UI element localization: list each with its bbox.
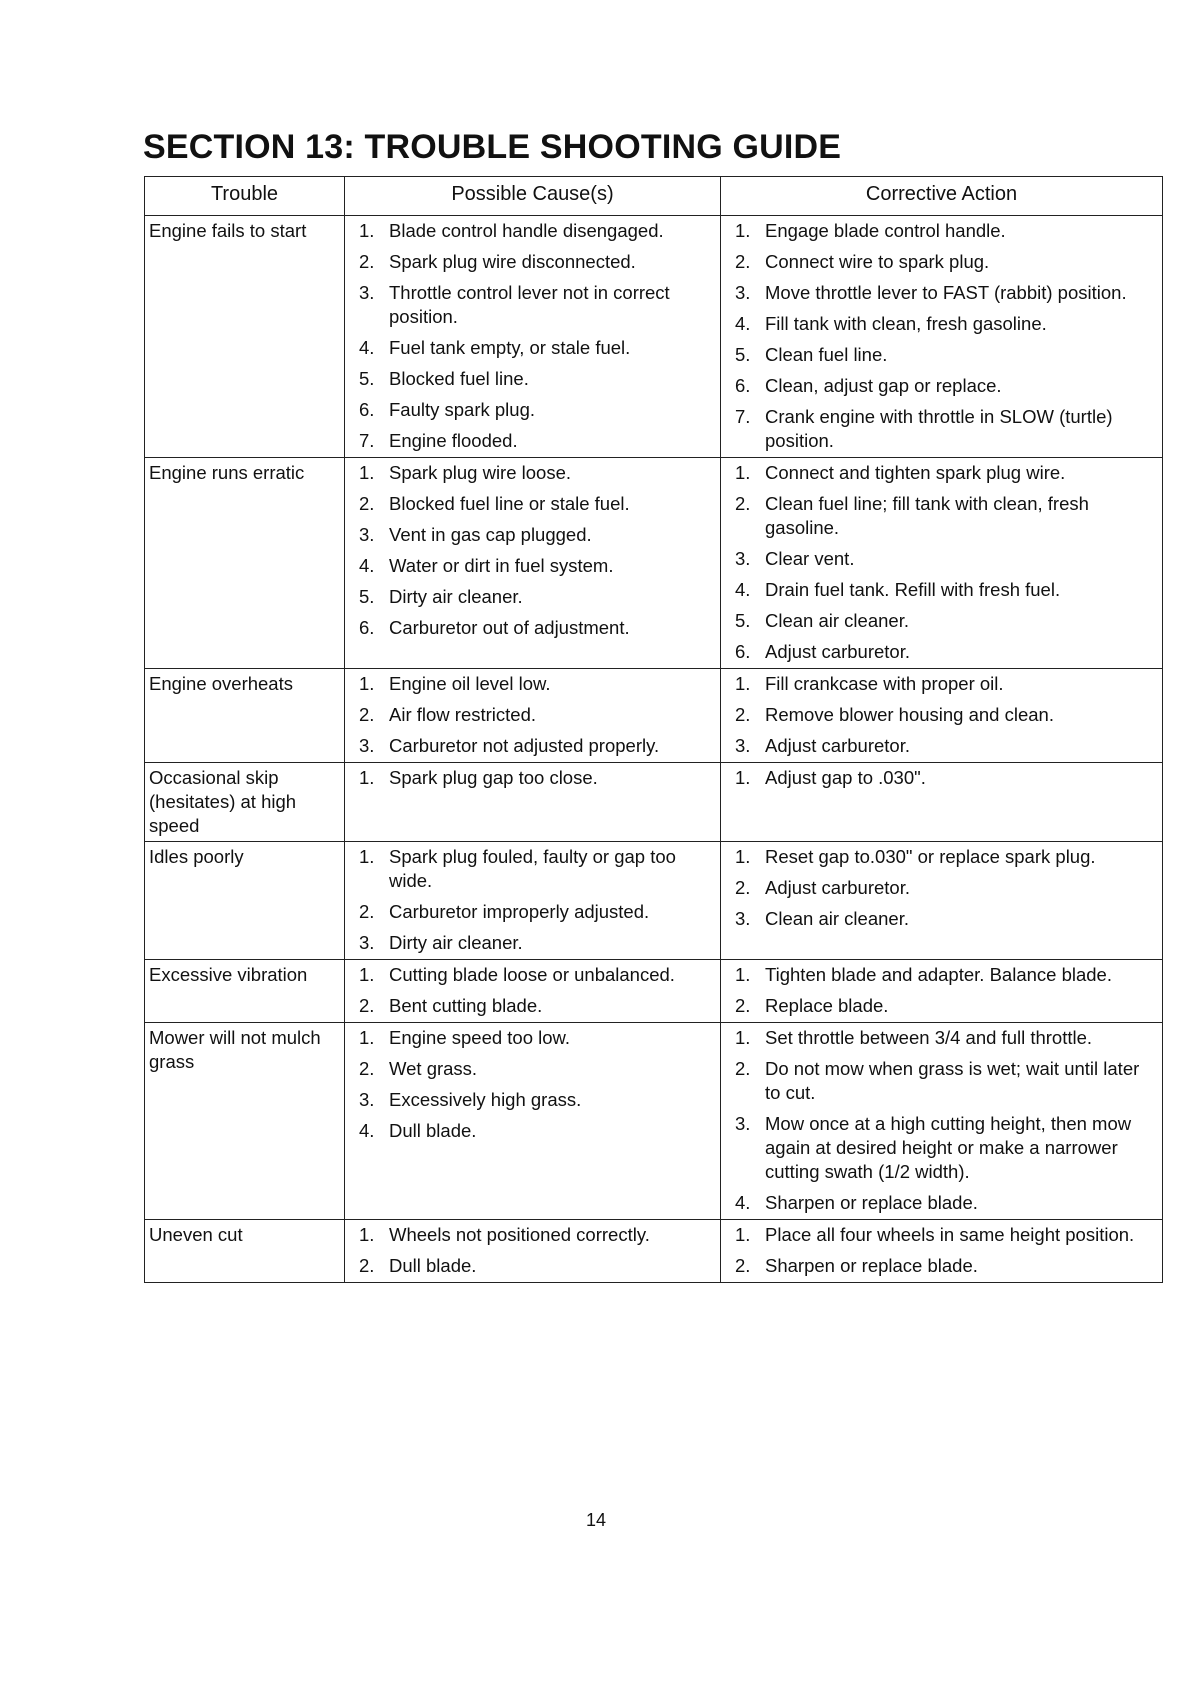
header-corrective-action: Corrective Action [721, 177, 1163, 216]
item-number: 6. [359, 399, 375, 420]
causes-cell [345, 1023, 721, 1220]
list-item [359, 250, 714, 274]
trouble-cell: Excessive vibration [145, 960, 345, 1023]
causes-cell [345, 842, 721, 960]
causes-list [359, 672, 714, 758]
trouble-cell: Engine runs erratic [145, 458, 345, 669]
trouble-cell: Mower will not mulch grass [145, 1023, 345, 1220]
list-item [735, 1112, 1156, 1184]
actions-cell [721, 960, 1163, 1023]
actions-list [735, 766, 1156, 790]
list-item [359, 1254, 714, 1278]
list-item [359, 429, 714, 453]
list-item [735, 640, 1156, 664]
causes-cell [345, 960, 721, 1023]
item-text: Vent in gas cap plugged. [389, 524, 592, 545]
item-number: 4. [359, 555, 375, 576]
actions-list [735, 672, 1156, 758]
item-text: Clean fuel line. [765, 344, 888, 365]
item-text: Dirty air cleaner. [389, 932, 523, 953]
list-item [359, 461, 714, 485]
item-number: 3. [359, 282, 375, 303]
trouble-cell: Idles poorly [145, 842, 345, 960]
list-item [359, 367, 714, 391]
list-item [735, 405, 1156, 453]
item-number: 3. [735, 282, 751, 303]
item-text: Carburetor out of adjustment. [389, 617, 630, 638]
item-text: Bent cutting blade. [389, 995, 543, 1016]
trouble-cell: Engine overheats [145, 669, 345, 763]
item-text: Spark plug gap too close. [389, 767, 598, 788]
item-number: 6. [359, 617, 375, 638]
item-number: 2. [359, 1058, 375, 1079]
list-item [359, 398, 714, 422]
list-item [735, 703, 1156, 727]
actions-cell [721, 842, 1163, 960]
list-item [735, 547, 1156, 571]
table-row [145, 842, 1163, 960]
causes-list [359, 845, 714, 955]
causes-cell [345, 763, 721, 842]
item-text: Adjust carburetor. [765, 641, 910, 662]
causes-list [359, 1026, 714, 1143]
item-number: 2. [735, 704, 751, 725]
actions-cell [721, 458, 1163, 669]
item-number: 4. [735, 313, 751, 334]
list-item [359, 492, 714, 516]
item-text: Blocked fuel line or stale fuel. [389, 493, 630, 514]
causes-list [359, 461, 714, 640]
actions-cell [721, 216, 1163, 458]
item-text: Spark plug wire disconnected. [389, 251, 636, 272]
list-item [359, 281, 714, 329]
item-text: Sharpen or replace blade. [765, 1255, 978, 1276]
item-text: Clean fuel line; fill tank with clean, fresh gasoline. [765, 493, 1089, 538]
item-text: Drain fuel tank. Refill with fresh fuel. [765, 579, 1061, 600]
list-item [735, 1191, 1156, 1215]
item-text: Air flow restricted. [389, 704, 537, 725]
item-number: 1. [359, 1027, 375, 1048]
item-number: 6. [735, 375, 751, 396]
list-item [359, 336, 714, 360]
item-number: 2. [359, 995, 375, 1016]
item-number: 5. [735, 610, 751, 631]
list-item [735, 578, 1156, 602]
item-text: Engine oil level low. [389, 673, 551, 694]
item-number: 3. [359, 524, 375, 545]
item-number: 5. [735, 344, 751, 365]
item-number: 4. [735, 1192, 751, 1213]
list-item [359, 672, 714, 696]
list-item [735, 219, 1156, 243]
item-number: 3. [735, 908, 751, 929]
item-number: 2. [359, 493, 375, 514]
item-text: Engine flooded. [389, 430, 518, 451]
item-number: 3. [735, 1113, 751, 1134]
list-item [359, 1119, 714, 1143]
item-number: 7. [735, 406, 751, 427]
item-text: Adjust gap to .030". [765, 767, 926, 788]
list-item [735, 343, 1156, 367]
causes-cell [345, 458, 721, 669]
table-row [145, 669, 1163, 763]
item-number: 1. [359, 220, 375, 241]
list-item [735, 672, 1156, 696]
item-text: Dirty air cleaner. [389, 586, 523, 607]
item-number: 2. [735, 1255, 751, 1276]
item-text: Crank engine with throttle in SLOW (turtle) position. [765, 406, 1113, 451]
table-row [145, 1220, 1163, 1283]
header-possible-causes: Possible Cause(s) [345, 177, 721, 216]
list-item [735, 1223, 1156, 1247]
actions-list [735, 1026, 1156, 1215]
item-number: 4. [359, 1120, 375, 1141]
item-text: Carburetor improperly adjusted. [389, 901, 650, 922]
list-item [735, 281, 1156, 305]
item-number: 1. [735, 220, 751, 241]
actions-list [735, 845, 1156, 931]
item-number: 1. [359, 767, 375, 788]
item-text: Fill tank with clean, fresh gasoline. [765, 313, 1047, 334]
actions-cell [721, 1023, 1163, 1220]
list-item [359, 734, 714, 758]
item-number: 1. [735, 964, 751, 985]
list-item [359, 554, 714, 578]
trouble-shooting-table [144, 176, 1163, 1283]
item-number: 7. [359, 430, 375, 451]
item-text: Adjust carburetor. [765, 735, 910, 756]
item-text: Do not mow when grass is wet; wait until later to cut. [765, 1058, 1140, 1103]
item-text: Fuel tank empty, or stale fuel. [389, 337, 631, 358]
item-text: Remove blower housing and clean. [765, 704, 1054, 725]
item-number: 1. [359, 673, 375, 694]
causes-list [359, 1223, 714, 1278]
item-text: Dull blade. [389, 1120, 477, 1141]
actions-list [735, 1223, 1156, 1278]
item-text: Blade control handle disengaged. [389, 220, 664, 241]
trouble-cell: Uneven cut [145, 1220, 345, 1283]
item-number: 1. [735, 846, 751, 867]
list-item [735, 876, 1156, 900]
table-header-row [145, 177, 1163, 216]
item-number: 2. [735, 995, 751, 1016]
list-item [735, 734, 1156, 758]
list-item [359, 585, 714, 609]
item-number: 1. [735, 767, 751, 788]
item-number: 5. [359, 368, 375, 389]
list-item [359, 219, 714, 243]
item-text: Water or dirt in fuel system. [389, 555, 614, 576]
item-text: Dull blade. [389, 1255, 477, 1276]
table-row [145, 216, 1163, 458]
item-number: 1. [735, 1027, 751, 1048]
item-text: Wet grass. [389, 1058, 478, 1079]
item-number: 2. [735, 877, 751, 898]
table-row [145, 763, 1163, 842]
item-text: Wheels not positioned correctly. [389, 1224, 650, 1245]
trouble-cell: Engine fails to start [145, 216, 345, 458]
item-number: 1. [359, 1224, 375, 1245]
item-text: Carburetor not adjusted properly. [389, 735, 660, 756]
item-number: 3. [359, 932, 375, 953]
list-item [359, 1223, 714, 1247]
item-number: 2. [735, 493, 751, 514]
table-row [145, 458, 1163, 669]
list-item [735, 609, 1156, 633]
actions-list [735, 219, 1156, 453]
list-item [359, 1088, 714, 1112]
item-text: Clean, adjust gap or replace. [765, 375, 1002, 396]
list-item [735, 963, 1156, 987]
item-text: Cutting blade loose or unbalanced. [389, 964, 675, 985]
item-number: 1. [359, 846, 375, 867]
item-text: Throttle control lever not in correct position. [389, 282, 670, 327]
item-text: Clean air cleaner. [765, 908, 909, 929]
list-item [359, 766, 714, 790]
item-number: 1. [735, 1224, 751, 1245]
causes-list [359, 963, 714, 1018]
header-trouble: Trouble [145, 177, 345, 216]
item-text: Clear vent. [765, 548, 855, 569]
item-text: Fill crankcase with proper oil. [765, 673, 1004, 694]
item-text: Set throttle between 3/4 and full throttle. [765, 1027, 1093, 1048]
trouble-cell: Occasional skip (hesitates) at high speed [145, 763, 345, 842]
list-item [359, 616, 714, 640]
list-item [735, 1254, 1156, 1278]
item-text: Engage blade control handle. [765, 220, 1006, 241]
actions-cell [721, 763, 1163, 842]
list-item [359, 931, 714, 955]
actions-list [735, 461, 1156, 664]
item-number: 2. [359, 704, 375, 725]
item-text: Move throttle lever to FAST (rabbit) position. [765, 282, 1127, 303]
actions-cell [721, 669, 1163, 763]
item-text: Engine speed too low. [389, 1027, 571, 1048]
item-text: Excessively high grass. [389, 1089, 582, 1110]
list-item [735, 1057, 1156, 1105]
item-text: Clean air cleaner. [765, 610, 909, 631]
item-text: Connect and tighten spark plug wire. [765, 462, 1066, 483]
item-number: 3. [735, 548, 751, 569]
item-text: Tighten blade and adapter. Balance blade. [765, 964, 1112, 985]
item-number: 5. [359, 586, 375, 607]
item-text: Spark plug fouled, faulty or gap too wide. [389, 846, 676, 891]
item-text: Mow once at a high cutting height, then mow again at desired height or make a narrower cutting swath (1/2 width). [765, 1113, 1132, 1182]
item-number: 3. [359, 1089, 375, 1110]
table-row [145, 1023, 1163, 1220]
list-item [735, 250, 1156, 274]
causes-cell [345, 216, 721, 458]
item-number: 2. [735, 251, 751, 272]
page-number: 14 [585, 1510, 607, 1530]
causes-cell [345, 1220, 721, 1283]
item-number: 4. [359, 337, 375, 358]
item-number: 2. [735, 1058, 751, 1079]
list-item [735, 492, 1156, 540]
item-text: Sharpen or replace blade. [765, 1192, 978, 1213]
item-text: Connect wire to spark plug. [765, 251, 990, 272]
item-number: 3. [359, 735, 375, 756]
list-item [735, 374, 1156, 398]
item-text: Faulty spark plug. [389, 399, 536, 420]
item-number: 3. [735, 735, 751, 756]
table-row [145, 960, 1163, 1023]
list-item [359, 1026, 714, 1050]
item-number: 2. [359, 251, 375, 272]
causes-cell [345, 669, 721, 763]
actions-list [735, 963, 1156, 1018]
page-title: SECTION 13: TROUBLE SHOOTING GUIDE [143, 128, 842, 166]
actions-cell [721, 1220, 1163, 1283]
list-item [735, 461, 1156, 485]
item-text: Place all four wheels in same height position. [765, 1224, 1135, 1245]
item-number: 6. [735, 641, 751, 662]
list-item [359, 523, 714, 547]
list-item [735, 994, 1156, 1018]
list-item [735, 312, 1156, 336]
list-item [735, 845, 1156, 869]
item-number: 1. [735, 673, 751, 694]
list-item [359, 1057, 714, 1081]
causes-list [359, 766, 714, 790]
item-number: 2. [359, 1255, 375, 1276]
list-item [359, 703, 714, 727]
item-text: Reset gap to.030" or replace spark plug. [765, 846, 1096, 867]
item-text: Blocked fuel line. [389, 368, 529, 389]
item-text: Spark plug wire loose. [389, 462, 572, 483]
item-text: Adjust carburetor. [765, 877, 910, 898]
list-item [359, 900, 714, 924]
list-item [735, 907, 1156, 931]
item-number: 1. [735, 462, 751, 483]
list-item [359, 845, 714, 893]
item-text: Replace blade. [765, 995, 889, 1016]
item-number: 4. [735, 579, 751, 600]
list-item [359, 963, 714, 987]
causes-list [359, 219, 714, 453]
list-item [735, 1026, 1156, 1050]
list-item [359, 994, 714, 1018]
item-number: 1. [359, 964, 375, 985]
list-item [735, 766, 1156, 790]
item-number: 1. [359, 462, 375, 483]
item-number: 2. [359, 901, 375, 922]
table-body [145, 216, 1163, 1283]
